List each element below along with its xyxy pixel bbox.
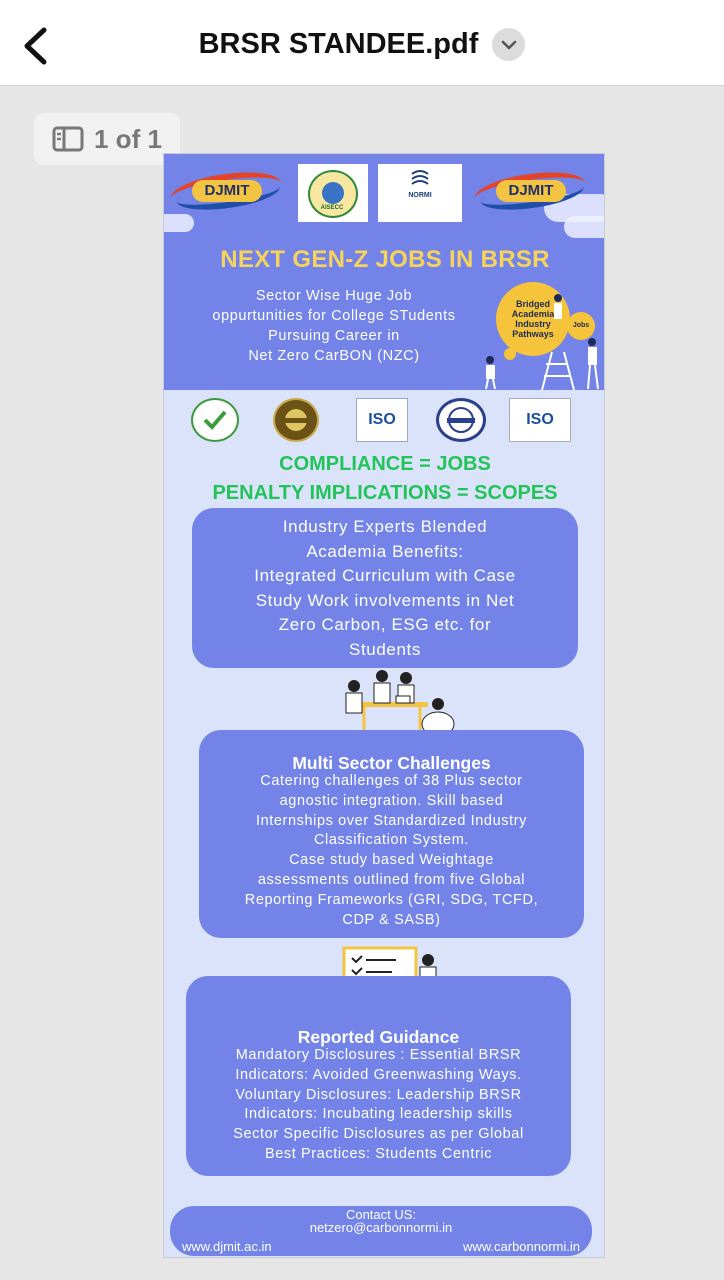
top-bar xyxy=(0,0,724,86)
multi-sector-body: Catering challenges of 38 Plus sector agnostic integration. Skill based Internships over Standardized Industry Classification System. Case study based Weightage assessments outlined from five Global Reporting Frameworks (GRI, SDG, TCFD, CDP & SASB) xyxy=(244,773,539,928)
certified-seal-icon xyxy=(273,398,319,442)
hero-subtext: Sector Wise Huge Job oppurtunities for College STudents Pursuing Career in Net Zero CarBON (NZC) xyxy=(212,288,456,364)
normi-logo: NORMI xyxy=(378,164,462,222)
multi-sector-card xyxy=(199,730,584,938)
djmit-logo-left: DJMIT xyxy=(170,166,282,210)
page-indicator[interactable] xyxy=(34,113,180,165)
contact-footer xyxy=(170,1206,592,1256)
accreditation-seal-icon xyxy=(436,398,486,442)
reported-guidance-card xyxy=(186,976,571,1176)
certified-check-icon xyxy=(191,398,239,442)
certification-badges xyxy=(164,398,605,444)
document-title: BRSR STANDEE.pdf xyxy=(198,28,479,60)
website-carbonnormi[interactable]: www.carbonnormi.in xyxy=(462,1239,580,1254)
aisecc-logo: AISECC xyxy=(298,164,368,222)
multi-sector-title: Multi Sector Challenges xyxy=(292,753,491,773)
contact-label: Contact US: xyxy=(345,1207,417,1222)
iso-badge-1: ISO xyxy=(356,398,408,442)
page-count-label: 1 of 1 xyxy=(94,123,162,154)
lightbulb-illustration: Bridged Academia Industry Pathways xyxy=(496,282,570,356)
headline: NEXT GEN-Z JOBS IN BRSR xyxy=(220,246,550,273)
iso-badge-2: ISO xyxy=(509,398,571,442)
academia-benefits-card: Industry Experts Blended Academia Benefits: Integrated Curriculum with Case Study Work involvements in Net Zero Carbon, ESG etc. for Students xyxy=(192,508,578,668)
people-ladder-illustration xyxy=(480,294,605,390)
document-page xyxy=(163,153,605,1258)
compliance-heading: COMPLIANCE = JOBS PENALTY IMPLICATIONS = SCOPES xyxy=(212,453,558,504)
contact-email[interactable]: netzero@carbonnormi.in xyxy=(309,1220,453,1235)
djmit-logo-right: DJMIT xyxy=(474,166,586,210)
chevron-down-icon xyxy=(501,39,517,51)
jobs-bulb: Jobs xyxy=(567,312,595,340)
reported-guidance-title: Reported Guidance xyxy=(297,1027,460,1047)
website-djmit[interactable]: www.djmit.ac.in xyxy=(182,1239,272,1254)
title-dropdown-button[interactable] xyxy=(492,28,525,61)
reported-guidance-body: Mandatory Disclosures : Essential BRSR Indicators: Avoided Greenwashing Ways. Voluntary Disclosures: Leadership BRSR Indicators: Incubating leadership skills Sector Specific Disclosures as per Global Best Practices: Students Centric xyxy=(233,1047,524,1162)
sidebar-icon xyxy=(52,126,84,152)
hero-banner xyxy=(164,154,605,390)
